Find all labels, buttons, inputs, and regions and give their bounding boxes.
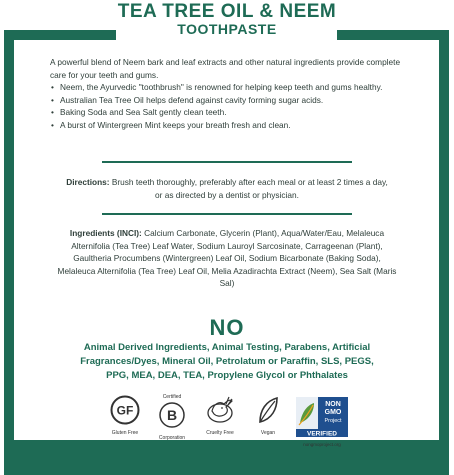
- non-gmo-verified-icon: [296, 397, 348, 437]
- ingredients-label: Ingredients (INCI):: [69, 228, 142, 238]
- non-gmo-line1: NON: [325, 401, 341, 408]
- cruelty-free-badge: [202, 395, 238, 436]
- list-item: • Neem, the Ayurvedic "toothbrush" is renowned for helping keep teeth and gums healthy.: [50, 81, 410, 94]
- list-item: • Australian Tea Tree Oil helps defend against cavity forming sugar acids.: [50, 94, 410, 107]
- frame-left-border: [4, 30, 14, 440]
- gluten-free-badge: [110, 395, 140, 436]
- gluten-free-icon: [110, 395, 140, 425]
- intro-section: [50, 56, 410, 131]
- leaping-bunny-icon: [202, 395, 238, 425]
- non-gmo-line2: GMO: [324, 409, 342, 416]
- divider: [102, 213, 352, 215]
- non-gmo-banner: VERIFIED: [307, 430, 337, 437]
- page-subtitle: TOOTHPASTE: [177, 21, 277, 37]
- ingredients-text: Calcium Carbonate, Glycerin (Plant), Aqua/Water/Eau, Melaleuca Alternifolia (Tea Tree) Leaf Water, Sodium Lauroyl Sarcosinate, Carrageenan (Plant), Gaultheria Procumbens (Wintergreen) Leaf Oil, Sodium Bicarbonate (Baking Soda), Melaleuca Alternifolia (Tea Tree) Leaf Oil, Melia Azadirachta Extract (Neem), Sea Salt (Maris Sal): [57, 228, 397, 288]
- frame-right-border: [439, 30, 449, 440]
- ingredients-section: [56, 227, 398, 290]
- non-gmo-url: nongmoproject.org: [303, 442, 341, 447]
- bcorp-label: Corporation: [158, 435, 186, 441]
- list-item: • Baking Soda and Sea Salt gently clean teeth.: [50, 106, 410, 119]
- bcorp-icon: [157, 400, 187, 430]
- no-heading: NO: [209, 315, 245, 340]
- vegan-leaf-icon: [256, 395, 280, 425]
- vegan-label: Vegan: [260, 430, 276, 436]
- non-gmo-badge: [296, 397, 348, 448]
- bcorp-badge: [157, 394, 187, 441]
- benefits-list: [50, 81, 410, 131]
- directions-label: Directions:: [66, 177, 110, 187]
- intro-paragraph: A powerful blend of Neem bark and leaf extracts and other natural ingredients provide complete care for your teeth and gums.: [50, 57, 401, 80]
- excluded-ingredients-text: Animal Derived Ingredients, Animal Testing, Parabens, Artificial Fragrances/Dyes, Mineral Oil, Petrolatum or Paraffin, SLS, PEGS, PPG, MEA, DEA, TEA, Propylene Glycol or Phthalates: [80, 342, 374, 381]
- page-title: TEA TREE OIL & NEEM: [117, 1, 337, 22]
- certifications-row: [0, 394, 454, 447]
- gluten-free-label: Gluten Free: [111, 430, 139, 436]
- cruelty-free-label: Cruelty Free: [206, 430, 234, 436]
- gluten-free-icon-text: GF: [116, 403, 134, 418]
- vegan-badge: [256, 395, 280, 436]
- frame-bottom-border: [4, 440, 449, 475]
- directions-text: Brush teeth thoroughly, preferably after each meal or at least 2 times a day, or as directed by a dentist or physician.: [109, 177, 388, 200]
- directions-section: [62, 176, 392, 201]
- list-item: • A burst of Wintergreen Mint keeps your breath fresh and clean.: [50, 119, 410, 132]
- divider: [102, 161, 352, 163]
- bcorp-icon-text: B: [166, 407, 178, 423]
- bcorp-top-label: Certified: [162, 394, 182, 400]
- non-gmo-line3: Project: [324, 418, 342, 424]
